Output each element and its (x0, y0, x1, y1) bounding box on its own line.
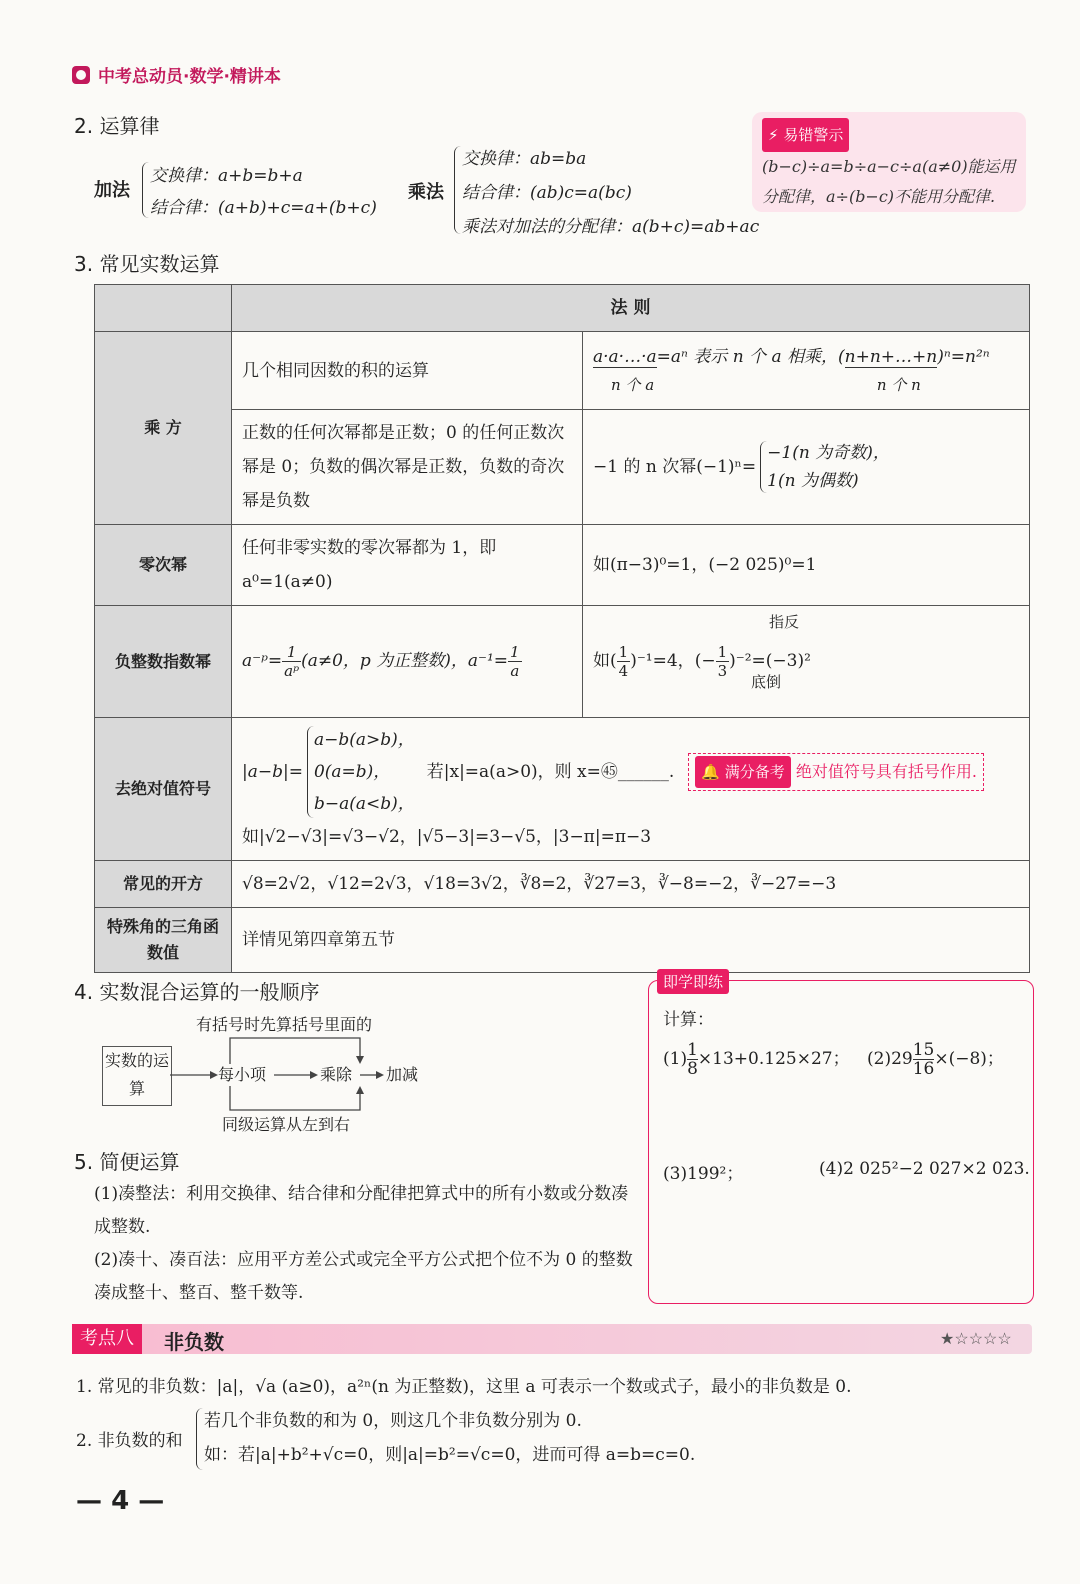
row-label-power: 乘 方 (95, 332, 232, 525)
power-desc-1: 几个相同因数的积的运算 (232, 332, 583, 410)
sec4-title: 4. 实数混合运算的一般顺序 (74, 980, 320, 1004)
power-case-1: −1(n 为奇数)， (767, 443, 890, 463)
k8-brace (196, 1408, 203, 1470)
mul-rule: 交换律：ab=ba (462, 149, 587, 169)
practice-q1 (663, 1041, 850, 1078)
add-brace (142, 162, 149, 218)
warning-tag: ⚡ 易错警示 (762, 118, 849, 152)
k8-item2-line1: 若几个非负数的和为 0，则这几个非负数分别为 0. (204, 1411, 582, 1431)
practice-box (648, 973, 1034, 1304)
sec3-title: 3. 常见实数运算 (74, 252, 220, 276)
abs-case-1: a−b(a>b)， (313, 730, 415, 750)
table-row (95, 606, 1030, 718)
power-case-2: 1(n 为偶数) (767, 471, 859, 491)
table-row (95, 525, 1030, 606)
table-row (95, 718, 1030, 861)
flow-step-2: 乘除 (320, 1065, 353, 1084)
k8-item2-lines (204, 1404, 695, 1472)
flow-step-1: 每小项 (218, 1065, 267, 1084)
neg-desc-a: a⁻ᵖ= (242, 651, 283, 671)
neg-frac-num: 1 (282, 643, 301, 662)
power-rule-2 (583, 410, 1030, 525)
warning-tag-label: 易错警示 (783, 126, 844, 144)
table-row (95, 908, 1030, 973)
k8-stars: ★☆☆☆☆ (940, 1329, 1012, 1348)
mul-rule: 乘法对加法的分配律：a(b+c)=ab+ac (462, 217, 760, 237)
q1-frac-den: 8 (687, 1059, 698, 1079)
k8-item2-label: 2. 非负数的和 (76, 1431, 183, 1451)
q1-a: (1) (663, 1049, 688, 1069)
mul-label: 乘法 (408, 182, 444, 203)
q2-frac-num: 15 (912, 1040, 935, 1060)
power-under-b: n 个 n (876, 375, 921, 394)
k8-item2-line2: 如：若|a|+b²+√c=0，则|a|=b²=√c=0，进而可得 a=b=c=0. (204, 1445, 696, 1465)
q2-a: (2)29 (867, 1049, 913, 1069)
neg-frac2-num: 1 (510, 643, 520, 661)
neg-below: 底倒 (751, 673, 782, 691)
neg-frac2-den: a (510, 662, 520, 680)
k8-title: 非负数 (164, 1330, 224, 1354)
neg-desc (232, 606, 583, 718)
flow-step-3: 加减 (386, 1065, 419, 1084)
flow-top-note: 有括号时先算括号里面的 (196, 1015, 373, 1034)
q1-b: ×13+0.125×27； (697, 1049, 850, 1069)
abs-cell (232, 718, 1030, 861)
power-rule-b: =aⁿ 表示 n 个 a 相乘，( (656, 346, 845, 367)
power-rule-c: n+n+…+n (844, 346, 938, 367)
power-rule-prefix: −1 的 n 次幂(−1)ⁿ= (593, 457, 757, 477)
book-logo-icon (72, 66, 90, 84)
page-header (72, 62, 281, 87)
practice-q2 (867, 1041, 1004, 1078)
warning-text: (b−c)÷a=b÷a−c÷a(a≠0)能运用分配律，a÷(b−c)不能用分配律. (762, 157, 1016, 206)
practice-tag: 即学即练 (657, 969, 729, 994)
zero-desc: 任何非零实数的零次幂都为 1，即 a⁰=1(a≠0) (232, 525, 583, 606)
mul-brace (454, 146, 461, 234)
abs-question: 若|x|=a(a>0)，则 x=㊺______. (426, 762, 675, 782)
sec5-p2: (2)凑十、凑百法：应用平方差公式或完全平方公式把个位不为 0 的整数凑成整十、整百、整千数等. (94, 1250, 633, 1303)
neg-above: 指反 (769, 613, 800, 631)
q2-frac-den: 16 (912, 1059, 935, 1079)
practice-q3: (3)199²； (663, 1164, 744, 1184)
row-label-zero: 零次幂 (95, 525, 232, 606)
abs-prefix: |a−b|= (242, 762, 303, 782)
add-rule: 结合律：(a+b)+c=a+(b+c) (150, 198, 377, 218)
rules-table (94, 284, 1030, 973)
sec5-p1: (1)凑整法：利用交换律、结合律和分配律把算式中的所有小数或分数凑成整数. (94, 1184, 629, 1237)
abs-tip-tag-label: 满分备考 (724, 763, 785, 781)
power-under-a: n 个 a (611, 375, 655, 394)
sec2-title: 2. 运算律 (74, 114, 160, 138)
power-desc-2: 正数的任何次幂都是正数；0 的任何正数次幂是 0；负数的偶次幂是正数，负数的奇次幂是负数 (232, 410, 583, 525)
power-rule-d: )ⁿ=n²ⁿ (937, 346, 990, 367)
neg-rule-c: ⁻²=(−3)² (735, 651, 811, 671)
row-label-neg: 负整数指数幂 (95, 606, 232, 718)
power-rule-1 (583, 332, 1030, 410)
add-rule: 交换律：a+b=b+a (150, 166, 303, 186)
header-title: 中考总动员·数学·精讲本 (98, 67, 281, 87)
neg-rule-frac2-num: 1 (717, 643, 728, 661)
sec5-title: 5. 简便运算 (74, 1150, 180, 1174)
table-row (95, 861, 1030, 908)
trig-rule: 详情见第四章第五节 (232, 908, 1030, 973)
sec5-body (94, 1178, 634, 1310)
mul-rule: 结合律：(ab)c=a(bc) (462, 183, 632, 203)
neg-frac-den: aᵖ (284, 662, 300, 680)
add-rules (150, 160, 377, 224)
q1-frac-num: 1 (687, 1040, 698, 1060)
row-label-roots: 常见的开方 (95, 861, 232, 908)
neg-rule: 指反 如( $\frac{1}{4}$ )⁻¹=4，(− $\frac{1}{3}$ )⁻²=(−3)² 底倒 (583, 606, 1030, 718)
table-row (95, 410, 1030, 525)
k8-item1: 1. 常见的非负数：|a|，√a (a≥0)，a²ⁿ(n 为正整数)，这里 a 可表示一个数或式子，最小的非负数是 0. (76, 1377, 852, 1397)
abs-case-3: b−a(a<b)， (313, 794, 415, 814)
page-number-value: 4 (111, 1486, 130, 1516)
neg-rule-frac-num: 1 (618, 643, 629, 661)
roots-rule: √8=2√2，√12=2√3，√18=3√2，∛8=2，∛27=3，∛−8=−2，∛−27=−3 (232, 861, 1030, 908)
neg-rule-frac-den: 4 (618, 662, 629, 680)
warning-box (752, 112, 1026, 212)
row-label-abs: 去绝对值符号 (95, 718, 232, 861)
practice-q4: (4)2 025²−2 027×2 023. (819, 1159, 1030, 1179)
table-row (95, 332, 1030, 410)
abs-case-2: 0(a=b)， (313, 762, 391, 782)
page-number: — 4 — (76, 1486, 165, 1516)
warning-content (752, 112, 1026, 218)
abs-brace (307, 726, 314, 818)
header-blank-cell (95, 285, 232, 332)
zero-rule: 如(π−3)⁰=1，(−2 025)⁰=1 (583, 525, 1030, 606)
row-label-trig: 特殊角的三角函数值 (95, 908, 232, 973)
power-brace (760, 441, 767, 493)
table-header: 法 则 (232, 285, 1030, 332)
practice-intro: 计算： (663, 1010, 714, 1030)
mul-rules (462, 142, 759, 244)
abs-tip-text: 绝对值符号具有括号作用. (795, 762, 977, 781)
neg-rule-a: 如 (593, 651, 610, 671)
q2-b: ×(−8)； (934, 1049, 1004, 1069)
abs-tip (688, 753, 984, 791)
neg-rule-b: ⁻¹=4， (636, 651, 695, 671)
neg-rule-frac2-den: 3 (717, 662, 728, 680)
abs-tip-tag: 🔔 满分备考 (695, 756, 790, 788)
k8-tag: 考点八 (72, 1324, 142, 1354)
power-rule-a: a·a·…·a (593, 346, 657, 367)
neg-desc-b: (a≠0，p 为正整数)，a⁻¹= (301, 651, 509, 671)
flow-start-box: 实数的运算 (102, 1046, 172, 1106)
flow-bottom-note: 同级运算从左到右 (222, 1115, 351, 1134)
abs-example: 如|√2−√3|=√3−√2，|√5−3|=3−√5，|3−π|=π−3 (242, 827, 652, 847)
table-header-row (95, 285, 1030, 332)
add-label: 加法 (94, 180, 130, 201)
